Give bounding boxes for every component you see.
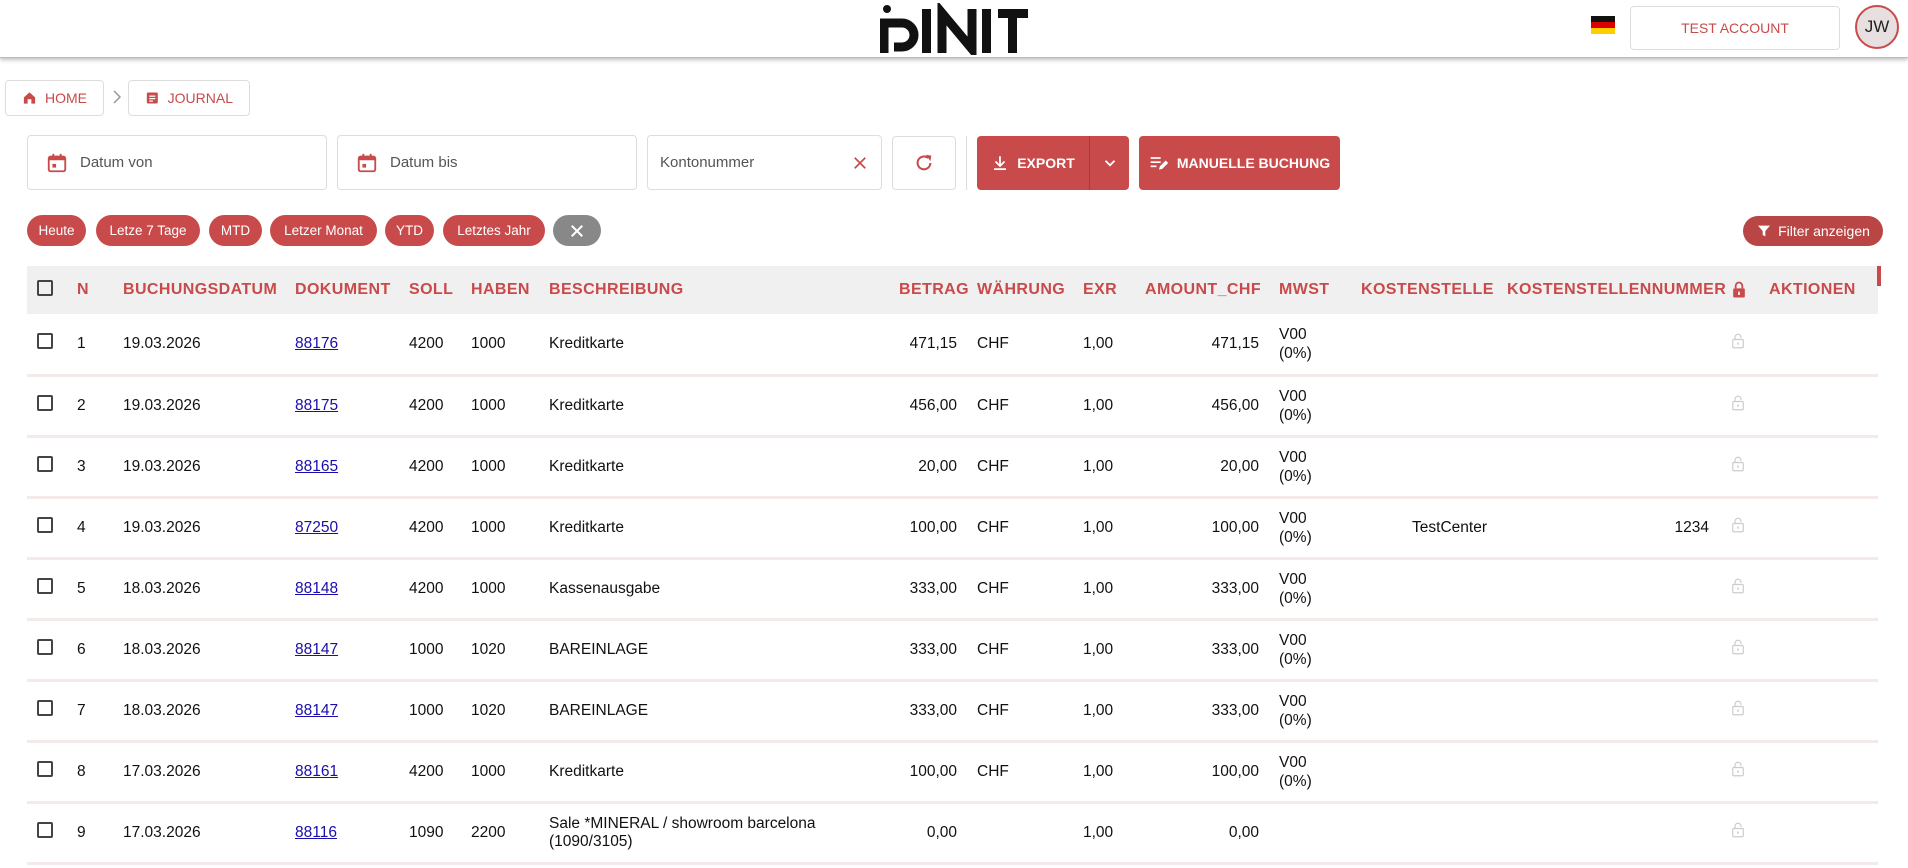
- manual-booking-button[interactable]: [1139, 136, 1340, 190]
- mwst-code: V00: [1279, 692, 1307, 710]
- cell-mwst: [1269, 741, 1351, 802]
- cell-document: [285, 680, 399, 741]
- cell-document: [285, 497, 399, 558]
- document-link[interactable]: 88147: [295, 701, 339, 719]
- cell-haben: 1000: [471, 579, 506, 597]
- cell-amount-chf: 333,00: [1211, 579, 1259, 597]
- cell-exr: 1,00: [1083, 640, 1114, 658]
- unlock-icon[interactable]: [1729, 394, 1747, 412]
- cell-kostenstellennummer: [1497, 741, 1719, 802]
- breadcrumb-home[interactable]: [5, 80, 104, 116]
- export-button[interactable]: [977, 136, 1089, 190]
- column-header-currency[interactable]: WÄHRUNG: [977, 281, 1066, 298]
- cell-amount-chf: 100,00: [1211, 518, 1259, 536]
- date-from-field[interactable]: [27, 135, 327, 190]
- date-from-placeholder: Datum von: [80, 154, 153, 171]
- cell-kostenstelle: [1351, 680, 1497, 741]
- mwst-code: V00: [1279, 570, 1307, 588]
- document-link[interactable]: 88116: [295, 823, 337, 841]
- cell-kostenstelle: [1351, 314, 1497, 375]
- table-row[interactable]: [27, 375, 1878, 436]
- chip-clear-button[interactable]: [553, 215, 601, 246]
- chip-ytd[interactable]: YTD: [385, 215, 434, 246]
- cell-lock: [1719, 619, 1759, 680]
- column-header-soll[interactable]: SOLL: [409, 281, 454, 298]
- cell-lock: [1719, 680, 1759, 741]
- cell-exr: 1,00: [1083, 579, 1114, 597]
- cell-mwst: [1269, 497, 1351, 558]
- cell-kostenstelle: TestCenter: [1412, 518, 1487, 536]
- export-label: EXPORT: [1017, 155, 1075, 171]
- column-header-kostenstelle[interactable]: KOSTENSTELLE: [1361, 281, 1494, 298]
- cell-haben: 1020: [471, 640, 506, 658]
- column-header-description[interactable]: BESCHREIBUNG: [549, 281, 684, 298]
- cell-soll: 4200: [409, 579, 444, 597]
- cell-mwst: [1269, 375, 1351, 436]
- column-header-date[interactable]: BUCHUNGSDATUM: [123, 281, 278, 298]
- manual-booking-label: MANUELLE BUCHUNG: [1176, 155, 1331, 171]
- mwst-rate: (0%): [1279, 772, 1312, 790]
- cell-currency: CHF: [977, 334, 1009, 352]
- chip-mtd[interactable]: MTD: [209, 215, 262, 246]
- row-checkbox[interactable]: [37, 578, 53, 594]
- cell-n: 7: [77, 701, 86, 719]
- cell-exr: 1,00: [1083, 701, 1114, 719]
- cell-currency: [967, 802, 1073, 863]
- cell-kostenstelle: [1351, 619, 1497, 680]
- mwst-rate: (0%): [1279, 589, 1312, 607]
- cell-betrag: 20,00: [918, 457, 957, 475]
- cell-kostenstelle: [1351, 558, 1497, 619]
- cell-actions: [1759, 558, 1878, 619]
- cell-document: [285, 619, 399, 680]
- download-icon: [991, 154, 1009, 172]
- cell-currency: CHF: [977, 396, 1009, 414]
- journal-table: [27, 266, 1878, 865]
- cell-description: Kreditkarte: [549, 518, 624, 536]
- document-link[interactable]: 87250: [295, 518, 339, 536]
- cell-currency: CHF: [977, 579, 1009, 597]
- pinit-logo[interactable]: [880, 3, 1030, 55]
- cell-betrag: 100,00: [909, 518, 957, 536]
- cell-haben: 1000: [471, 518, 506, 536]
- cell-exr: 1,00: [1083, 396, 1114, 414]
- mwst-code: V00: [1279, 448, 1307, 466]
- column-header-n[interactable]: N: [77, 281, 89, 298]
- cell-kostenstellennummer: [1497, 436, 1719, 497]
- cell-soll: 1000: [409, 640, 444, 658]
- calendar-icon: [356, 152, 378, 174]
- cell-betrag: 471,15: [909, 334, 957, 352]
- cell-mwst: [1269, 680, 1351, 741]
- table-header-row: [27, 266, 1878, 314]
- row-checkbox[interactable]: [37, 456, 53, 472]
- cell-lock: [1719, 436, 1759, 497]
- document-link[interactable]: 88176: [295, 334, 339, 352]
- cell-amount-chf: 333,00: [1211, 701, 1259, 719]
- cell-betrag: 333,00: [909, 640, 957, 658]
- cell-mwst: [1269, 314, 1351, 375]
- cell-lock: [1719, 497, 1759, 558]
- cell-haben: 1000: [471, 457, 506, 475]
- cell-soll: 4200: [409, 762, 444, 780]
- cell-kostenstelle: [1351, 802, 1497, 863]
- refresh-button[interactable]: [892, 136, 956, 190]
- column-header-exr[interactable]: EXR: [1083, 281, 1118, 298]
- cell-amount-chf: 20,00: [1220, 457, 1259, 475]
- cell-document: [285, 741, 399, 802]
- journal-icon: [145, 88, 160, 108]
- cell-amount-chf: 456,00: [1211, 396, 1259, 414]
- document-link[interactable]: 88148: [295, 579, 339, 597]
- chevron-right-icon: [110, 88, 124, 106]
- scrollbar[interactable]: [1877, 266, 1881, 286]
- column-header-actions: AKTIONEN: [1769, 281, 1856, 298]
- row-checkbox[interactable]: [37, 395, 53, 411]
- cell-haben: 2200: [471, 823, 506, 841]
- journal-table-container[interactable]: [27, 266, 1878, 868]
- divider: [966, 136, 967, 190]
- table-row[interactable]: [27, 314, 1878, 375]
- cell-date: 19.03.2026: [123, 518, 201, 536]
- column-header-betrag[interactable]: BETRAG: [899, 281, 969, 298]
- row-select-cell: [27, 619, 67, 680]
- table-row[interactable]: [27, 436, 1878, 497]
- row-checkbox[interactable]: [37, 761, 53, 777]
- cell-haben: 1000: [471, 396, 506, 414]
- cell-n: 1: [77, 334, 86, 352]
- cell-document: [285, 436, 399, 497]
- cell-n: 3: [77, 457, 86, 475]
- unlock-icon[interactable]: [1729, 760, 1747, 778]
- cell-actions: [1759, 619, 1878, 680]
- document-link[interactable]: 88161: [295, 762, 339, 780]
- column-header-document[interactable]: DOKUMENT: [295, 281, 391, 298]
- table-row[interactable]: [27, 741, 1878, 802]
- cell-description: Sale *MINERAL / showroom barcelona (1090/3105): [549, 814, 816, 850]
- unlock-icon[interactable]: [1729, 332, 1747, 350]
- column-header-haben[interactable]: HABEN: [471, 281, 530, 298]
- cell-haben: 1000: [471, 334, 506, 352]
- germany-flag-icon[interactable]: [1591, 16, 1615, 34]
- account-number-field[interactable]: [647, 135, 882, 190]
- cell-description: Kreditkarte: [549, 457, 624, 475]
- row-select-cell: [27, 741, 67, 802]
- column-header-amount-chf[interactable]: AMOUNT_CHF: [1145, 281, 1261, 298]
- cell-n: 8: [77, 762, 86, 780]
- account-number-placeholder: Kontonummer: [660, 154, 755, 171]
- filter-icon: [1756, 223, 1772, 239]
- cell-kostenstellennummer: [1497, 375, 1719, 436]
- cell-mwst: [1269, 619, 1351, 680]
- cell-betrag: 333,00: [909, 701, 957, 719]
- cell-betrag: 333,00: [909, 579, 957, 597]
- mwst-rate: (0%): [1279, 650, 1312, 668]
- cell-mwst: [1269, 436, 1351, 497]
- cell-description: Kassenausgabe: [549, 579, 661, 597]
- select-all-cell: [27, 266, 67, 314]
- table-row[interactable]: [27, 497, 1878, 558]
- row-checkbox[interactable]: [37, 822, 53, 838]
- cell-kostenstelle: [1351, 741, 1497, 802]
- row-select-cell: [27, 680, 67, 741]
- cell-n: 6: [77, 640, 86, 658]
- cell-lock: [1719, 802, 1759, 863]
- cell-betrag: 0,00: [926, 823, 957, 841]
- mwst-rate: (0%): [1279, 467, 1312, 485]
- avatar[interactable]: JW: [1855, 5, 1899, 49]
- cell-currency: CHF: [977, 640, 1009, 658]
- row-select-cell: [27, 375, 67, 436]
- cell-description: BAREINLAGE: [549, 640, 649, 658]
- cell-exr: 1,00: [1083, 457, 1114, 475]
- cell-description: Kreditkarte: [549, 334, 624, 352]
- breadcrumb-journal[interactable]: [128, 80, 250, 116]
- cell-kostenstellennummer: [1497, 314, 1719, 375]
- cell-lock: [1719, 314, 1759, 375]
- unlock-icon[interactable]: [1729, 638, 1747, 656]
- cell-amount-chf: 0,00: [1228, 823, 1259, 841]
- cell-kostenstelle: [1351, 436, 1497, 497]
- test-account-button[interactable]: TEST ACCOUNT: [1630, 6, 1840, 50]
- unlock-icon[interactable]: [1729, 699, 1747, 717]
- mwst-code: V00: [1279, 753, 1307, 771]
- mwst-code: V00: [1279, 325, 1307, 343]
- cell-soll: 4200: [409, 334, 444, 352]
- cell-exr: 1,00: [1083, 762, 1114, 780]
- row-select-cell: [27, 314, 67, 375]
- table-row[interactable]: [27, 802, 1878, 863]
- cell-soll: 4200: [409, 518, 444, 536]
- cell-actions: [1759, 680, 1878, 741]
- document-link[interactable]: 88175: [295, 396, 339, 414]
- unlock-icon[interactable]: [1729, 577, 1747, 595]
- cell-exr: 1,00: [1083, 518, 1114, 536]
- mwst-rate: (0%): [1279, 406, 1312, 424]
- unlock-icon[interactable]: [1729, 455, 1747, 473]
- show-filter-label: Filter anzeigen: [1778, 223, 1870, 239]
- chip-today[interactable]: Heute: [27, 215, 86, 246]
- mwst-rate: (0%): [1279, 528, 1312, 546]
- cell-date: 18.03.2026: [123, 701, 201, 719]
- chevron-down-icon: [1101, 154, 1119, 172]
- row-checkbox[interactable]: [37, 639, 53, 655]
- cell-lock: [1719, 558, 1759, 619]
- close-icon: [568, 222, 586, 240]
- cell-soll: 4200: [409, 457, 444, 475]
- cell-currency: CHF: [977, 762, 1009, 780]
- row-select-cell: [27, 436, 67, 497]
- cell-description: Kreditkarte: [549, 762, 624, 780]
- refresh-icon: [913, 152, 935, 174]
- cell-kostenstelle: [1351, 375, 1497, 436]
- cell-soll: 1090: [409, 823, 444, 841]
- cell-amount-chf: 333,00: [1211, 640, 1259, 658]
- unlock-icon[interactable]: [1729, 821, 1747, 839]
- cell-amount-chf: 471,15: [1211, 334, 1259, 352]
- cell-betrag: 456,00: [909, 396, 957, 414]
- cell-actions: [1759, 497, 1878, 558]
- cell-date: 19.03.2026: [123, 334, 201, 352]
- edit-list-icon: [1149, 153, 1169, 173]
- cell-document: [285, 314, 399, 375]
- cell-haben: 1020: [471, 701, 506, 719]
- cell-amount-chf: 100,00: [1211, 762, 1259, 780]
- row-checkbox[interactable]: [37, 517, 53, 533]
- mwst-rate: (0%): [1279, 344, 1312, 362]
- table-row[interactable]: [27, 619, 1878, 680]
- cell-description: BAREINLAGE: [549, 701, 649, 719]
- cell-haben: 1000: [471, 762, 506, 780]
- cell-date: 19.03.2026: [123, 457, 201, 475]
- cell-date: 18.03.2026: [123, 640, 201, 658]
- cell-mwst: [1269, 802, 1351, 863]
- cell-date: 19.03.2026: [123, 396, 201, 414]
- cell-actions: [1759, 375, 1878, 436]
- calendar-icon: [46, 152, 68, 174]
- cell-actions: [1759, 436, 1878, 497]
- row-select-cell: [27, 558, 67, 619]
- table-row[interactable]: [27, 558, 1878, 619]
- cell-betrag: 100,00: [909, 762, 957, 780]
- chip-last-year[interactable]: Letztes Jahr: [443, 215, 545, 246]
- document-link[interactable]: 88147: [295, 640, 339, 658]
- cell-description: Kreditkarte: [549, 396, 624, 414]
- cell-lock: [1719, 741, 1759, 802]
- cell-currency: CHF: [977, 701, 1009, 719]
- cell-n: 2: [77, 396, 86, 414]
- cell-soll: 4200: [409, 396, 444, 414]
- row-checkbox[interactable]: [37, 333, 53, 349]
- cell-n: 4: [77, 518, 86, 536]
- cell-currency: CHF: [977, 457, 1009, 475]
- cell-kostenstellennummer: [1497, 680, 1719, 741]
- export-dropdown-button[interactable]: [1089, 136, 1129, 190]
- date-to-placeholder: Datum bis: [390, 154, 458, 171]
- cell-document: [285, 375, 399, 436]
- row-select-cell: [27, 497, 67, 558]
- cell-currency: CHF: [977, 518, 1009, 536]
- top-bar: [0, 0, 1908, 58]
- clear-icon[interactable]: [851, 154, 869, 172]
- cell-actions: [1759, 314, 1878, 375]
- cell-exr: 1,00: [1083, 823, 1114, 841]
- cell-lock: [1719, 375, 1759, 436]
- table-row[interactable]: [27, 680, 1878, 741]
- cell-kostenstellennummer: [1497, 619, 1719, 680]
- breadcrumb-home-label: HOME: [45, 90, 87, 106]
- document-link[interactable]: 88165: [295, 457, 339, 475]
- cell-actions: [1759, 802, 1878, 863]
- unlock-icon[interactable]: [1729, 516, 1747, 534]
- cell-n: 9: [77, 823, 86, 841]
- row-select-cell: [27, 802, 67, 863]
- cell-document: [285, 802, 399, 863]
- home-icon: [22, 88, 37, 108]
- cell-date: 17.03.2026: [123, 823, 201, 841]
- cell-kostenstellennummer: 1234: [1674, 518, 1709, 536]
- cell-date: 18.03.2026: [123, 579, 201, 597]
- select-all-checkbox[interactable]: [37, 280, 53, 296]
- mwst-code: V00: [1279, 387, 1307, 405]
- cell-document: [285, 558, 399, 619]
- column-header-mwst[interactable]: MWST: [1279, 281, 1330, 298]
- column-header-kostenstellennummer[interactable]: KOSTENSTELLENNUMMER: [1507, 281, 1727, 298]
- breadcrumb-journal-label: JOURNAL: [167, 90, 233, 106]
- cell-mwst: [1269, 558, 1351, 619]
- row-checkbox[interactable]: [37, 700, 53, 716]
- chip-last-month[interactable]: Letzer Monat: [270, 215, 377, 246]
- cell-actions: [1759, 741, 1878, 802]
- mwst-code: V00: [1279, 631, 1307, 649]
- chip-last-7-days[interactable]: Letze 7 Tage: [96, 215, 200, 246]
- date-to-field[interactable]: [337, 135, 637, 190]
- mwst-code: V00: [1279, 509, 1307, 527]
- cell-exr: 1,00: [1083, 334, 1114, 352]
- mwst-rate: (0%): [1279, 711, 1312, 729]
- cell-n: 5: [77, 579, 86, 597]
- lock-icon: [1729, 280, 1749, 300]
- cell-kostenstellennummer: [1497, 558, 1719, 619]
- cell-soll: 1000: [409, 701, 444, 719]
- show-filter-button[interactable]: [1743, 216, 1883, 246]
- cell-kostenstellennummer: [1497, 802, 1719, 863]
- cell-date: 17.03.2026: [123, 762, 201, 780]
